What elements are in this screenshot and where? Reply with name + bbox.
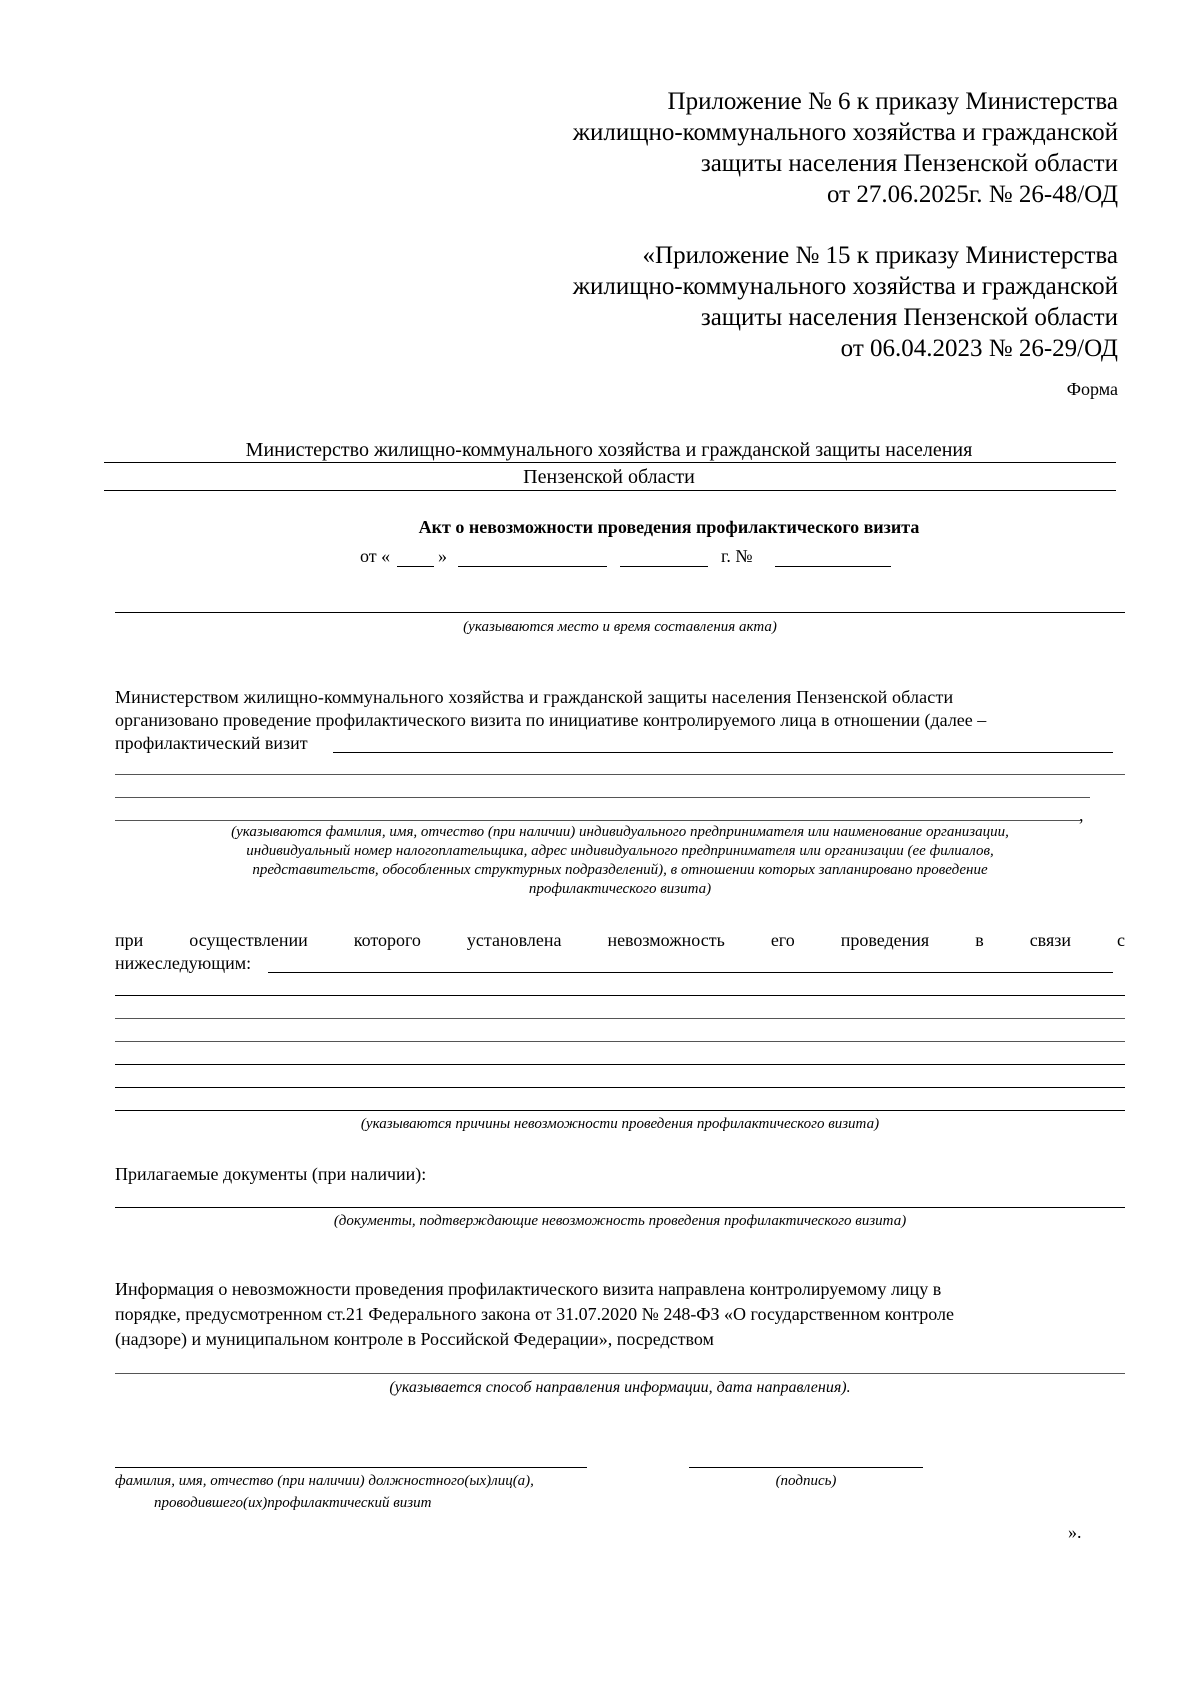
header-block-2 xyxy=(318,240,1118,364)
header-line: жилищно-коммунального хозяйства и гражданской xyxy=(572,119,1118,146)
header-block-1 xyxy=(318,86,1118,210)
attached-docs-label: Прилагаемые документы (при наличии): xyxy=(115,1164,427,1184)
word: связи xyxy=(1029,930,1071,950)
header-line: защиты населения Пензенской области xyxy=(700,150,1118,177)
word: осуществлении xyxy=(189,930,308,950)
header-line: жилищно-коммунального хозяйства и гражданской xyxy=(572,273,1118,300)
org-underline-1 xyxy=(104,462,1116,463)
paragraph2-line2: нижеследующим: xyxy=(115,953,252,973)
signer-caption-line-1: фамилия, имя, отчество (при наличии) должностного(ых)лиц(а), xyxy=(115,1473,534,1489)
header-line: «Приложение № 15 к приказу Министерства xyxy=(642,242,1118,269)
act-number-field[interactable] xyxy=(775,566,891,567)
person-caption-line: индивидуальный номер налогоплательщика, адрес индивидуального предпринимателя или организации (ее филиалов, xyxy=(246,843,994,859)
method-caption: (указывается способ направления информации, дата направления). xyxy=(389,1379,851,1396)
word: установлена xyxy=(466,930,562,950)
org-line-1: Министерство жилищно-коммунального хозяйства и гражданской защиты населения xyxy=(245,439,973,461)
method-field[interactable] xyxy=(115,1373,1125,1374)
paragraph1-line1: Министерством жилищно-коммунального хозяйства и гражданской защиты населения Пензенской области xyxy=(115,687,954,707)
documents-caption: (документы, подтверждающие невозможность проведения профилактического визита) xyxy=(333,1213,907,1229)
place-time-field[interactable] xyxy=(115,612,1125,613)
word: проведения xyxy=(840,930,930,950)
date-close-quote: » xyxy=(438,546,447,566)
reasons-field-2[interactable] xyxy=(115,995,1125,996)
word: в xyxy=(975,930,984,950)
reasons-field-7[interactable] xyxy=(115,1110,1125,1111)
person-caption-line: (указываются фамилия, имя, отчество (при наличии) индивидуального предпринимателя или наименование организации, xyxy=(231,824,1009,840)
person-caption xyxy=(115,823,1125,899)
reasons-caption: (указываются причины невозможности проведения профилактического визита) xyxy=(360,1116,880,1132)
date-year-field[interactable] xyxy=(620,566,708,567)
attached-docs-field[interactable] xyxy=(115,1207,1125,1208)
reasons-field-4[interactable] xyxy=(115,1041,1125,1042)
paragraph1-line3: профилактический визит xyxy=(115,733,308,753)
org-underline-2 xyxy=(104,490,1116,491)
header-line: от 27.06.2025г. № 26-48/ОД xyxy=(826,181,1118,208)
org-line-2: Пензенской области xyxy=(523,466,695,488)
word: с xyxy=(1116,930,1125,950)
word: которого xyxy=(353,930,421,950)
date-ot: от « xyxy=(360,546,391,566)
word: его xyxy=(770,930,795,950)
signer-name-field[interactable] xyxy=(115,1467,587,1468)
visit-subject-field-3[interactable] xyxy=(115,797,1090,798)
comma: , xyxy=(1079,805,1084,825)
act-title: Акт о невозможности проведения профилактического визита xyxy=(418,517,920,537)
info-line-1: Информация о невозможности проведения профилактического визита направлена контролируемому лицу в xyxy=(115,1279,942,1299)
city-number-label: г. № xyxy=(721,546,753,566)
reasons-field-6[interactable] xyxy=(115,1087,1125,1088)
header-line: Приложение № 6 к приказу Министерства xyxy=(667,88,1118,115)
word: невозможность xyxy=(607,930,725,950)
header-line: от 06.04.2023 № 26-29/ОД xyxy=(840,335,1118,362)
form-label: Форма xyxy=(1066,379,1118,399)
reasons-field-1[interactable] xyxy=(268,972,1113,973)
info-line-2: порядке, предусмотренном ст.21 Федерального закона от 31.07.2020 № 248-ФЗ «О государственном контроле xyxy=(115,1304,955,1324)
date-day-field[interactable] xyxy=(397,566,434,567)
end-mark: ». xyxy=(1068,1522,1082,1542)
header-line: защиты населения Пензенской области xyxy=(700,304,1118,331)
visit-subject-field-2[interactable] xyxy=(115,774,1125,775)
signer-caption-line-2: проводившего(их)профилактический визит xyxy=(154,1495,432,1511)
info-line-3: (надзоре) и муниципальном контроле в Российской Федерации», посредством xyxy=(115,1329,714,1349)
reasons-field-3[interactable] xyxy=(115,1018,1125,1019)
date-month-field[interactable] xyxy=(458,566,607,567)
person-caption-line: представительств, обособленных структурных подразделений), в отношении которых запланировано проведение xyxy=(252,862,988,878)
person-caption-line: профилактического визита) xyxy=(528,881,712,897)
signature-caption: (подпись) xyxy=(775,1473,837,1489)
signature-field[interactable] xyxy=(689,1467,923,1468)
visit-subject-field-1[interactable] xyxy=(333,752,1113,753)
paragraph2-line1 xyxy=(115,929,1125,951)
visit-subject-field-4[interactable] xyxy=(115,820,1080,821)
paragraph1-line2: организовано проведение профилактического визита по инициативе контролируемого лица в отношении (далее – xyxy=(115,710,987,730)
place-time-caption: (указываются место и время составления акта) xyxy=(463,619,777,635)
word: при xyxy=(115,930,144,950)
reasons-field-5[interactable] xyxy=(115,1064,1125,1065)
